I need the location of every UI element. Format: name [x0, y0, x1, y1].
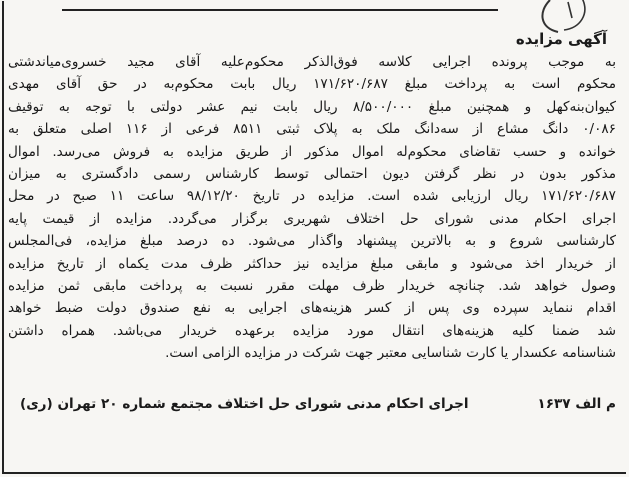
body-line: اجرای احکام مدنی شورای حل اختلاف شهریری برگزار می‌گردد. مزایده از قیمت پایه: [8, 210, 616, 227]
body-line: از خریدار اخذ می‌شود و مابقی مبلغ مزایده نیز حداکثر ظرف مدت یکماه از تاریخ مزایده: [8, 255, 616, 272]
issuer-signature: اجرای احکام مدنی شورای حل اختلاف مجتمع شماره ۲۰ تهران (ری): [20, 396, 469, 412]
body-line-auction-date: ۱۷۱/۶۲۰/۶۸۷ ریال ارزیابی شده است. مزایده در تاریخ ۹۸/۱۲/۲۰ ساعت ۱۱ صبح در محل: [8, 188, 616, 205]
notice-code: م الف ۱۶۳۷: [537, 396, 616, 412]
notice-footer: [8, 396, 616, 418]
body-line: ۰/۰۸۶ دانگ مشاع از سه‌دانگ ملک به پلاک ثبتی ۸۵۱۱ فرعی از ۱۱۶ اصلی متعلق به: [8, 121, 616, 138]
body-line: محکوم است به پرداخت مبلغ ۱۷۱/۶۲۰/۶۸۷ ریال بابت محکوم‌به در حق آقای مهدی: [8, 76, 616, 93]
top-divider: [62, 9, 498, 11]
notice-body: [8, 51, 616, 365]
body-line: شناسنامه عکسدار یا کارت شناسایی معتبر جهت شرکت در مزایده الزامی است.: [165, 345, 616, 362]
body-line: به موجب پرونده اجرایی کلاسه فوق‌الذکر محکوم‌علیه آقای مجید خسروی‌میاندشتی: [8, 54, 616, 70]
body-line: کیوان‌بنه‌کهل و همچنین مبلغ ۸/۵۰۰/۰۰۰ ریال بابت نیم عشر دولتی با توجه به توقیف: [8, 98, 616, 115]
body-line: شد ضمنا کلیه هزینه‌های انتقال مورد مزایده برعهده خریدار می‌باشد. همراه داشتن: [8, 322, 616, 339]
body-line: خوانده و حسب تقاضای محکوم‌له اموال مذکور از طریق مزایده به فروش می‌رسد. اموال: [8, 143, 616, 160]
body-line: کارشناسی شروع و به بالاترین پیشنهاد واگذار می‌شود. ده درصد مبلغ مزایده، فی‌المجلس: [8, 233, 616, 250]
body-line: مذکور بدون در نظر گرفتن دیون احتمالی توسط کارشناس رسمی دادگستری به میزان: [8, 166, 616, 183]
notice-title: آگهی مزایده: [515, 30, 607, 48]
body-line: وصول خواهد شد. چنانچه خریدار ظرف مهلت مقرر نسبت به پرداخت مابقی ثمن مزایده: [8, 278, 616, 295]
body-line: اقدام ننماید سپرده وی پس از کسر هزینه‌های اجرایی به نفع صندوق دولت ضبط خواهد: [8, 300, 616, 317]
